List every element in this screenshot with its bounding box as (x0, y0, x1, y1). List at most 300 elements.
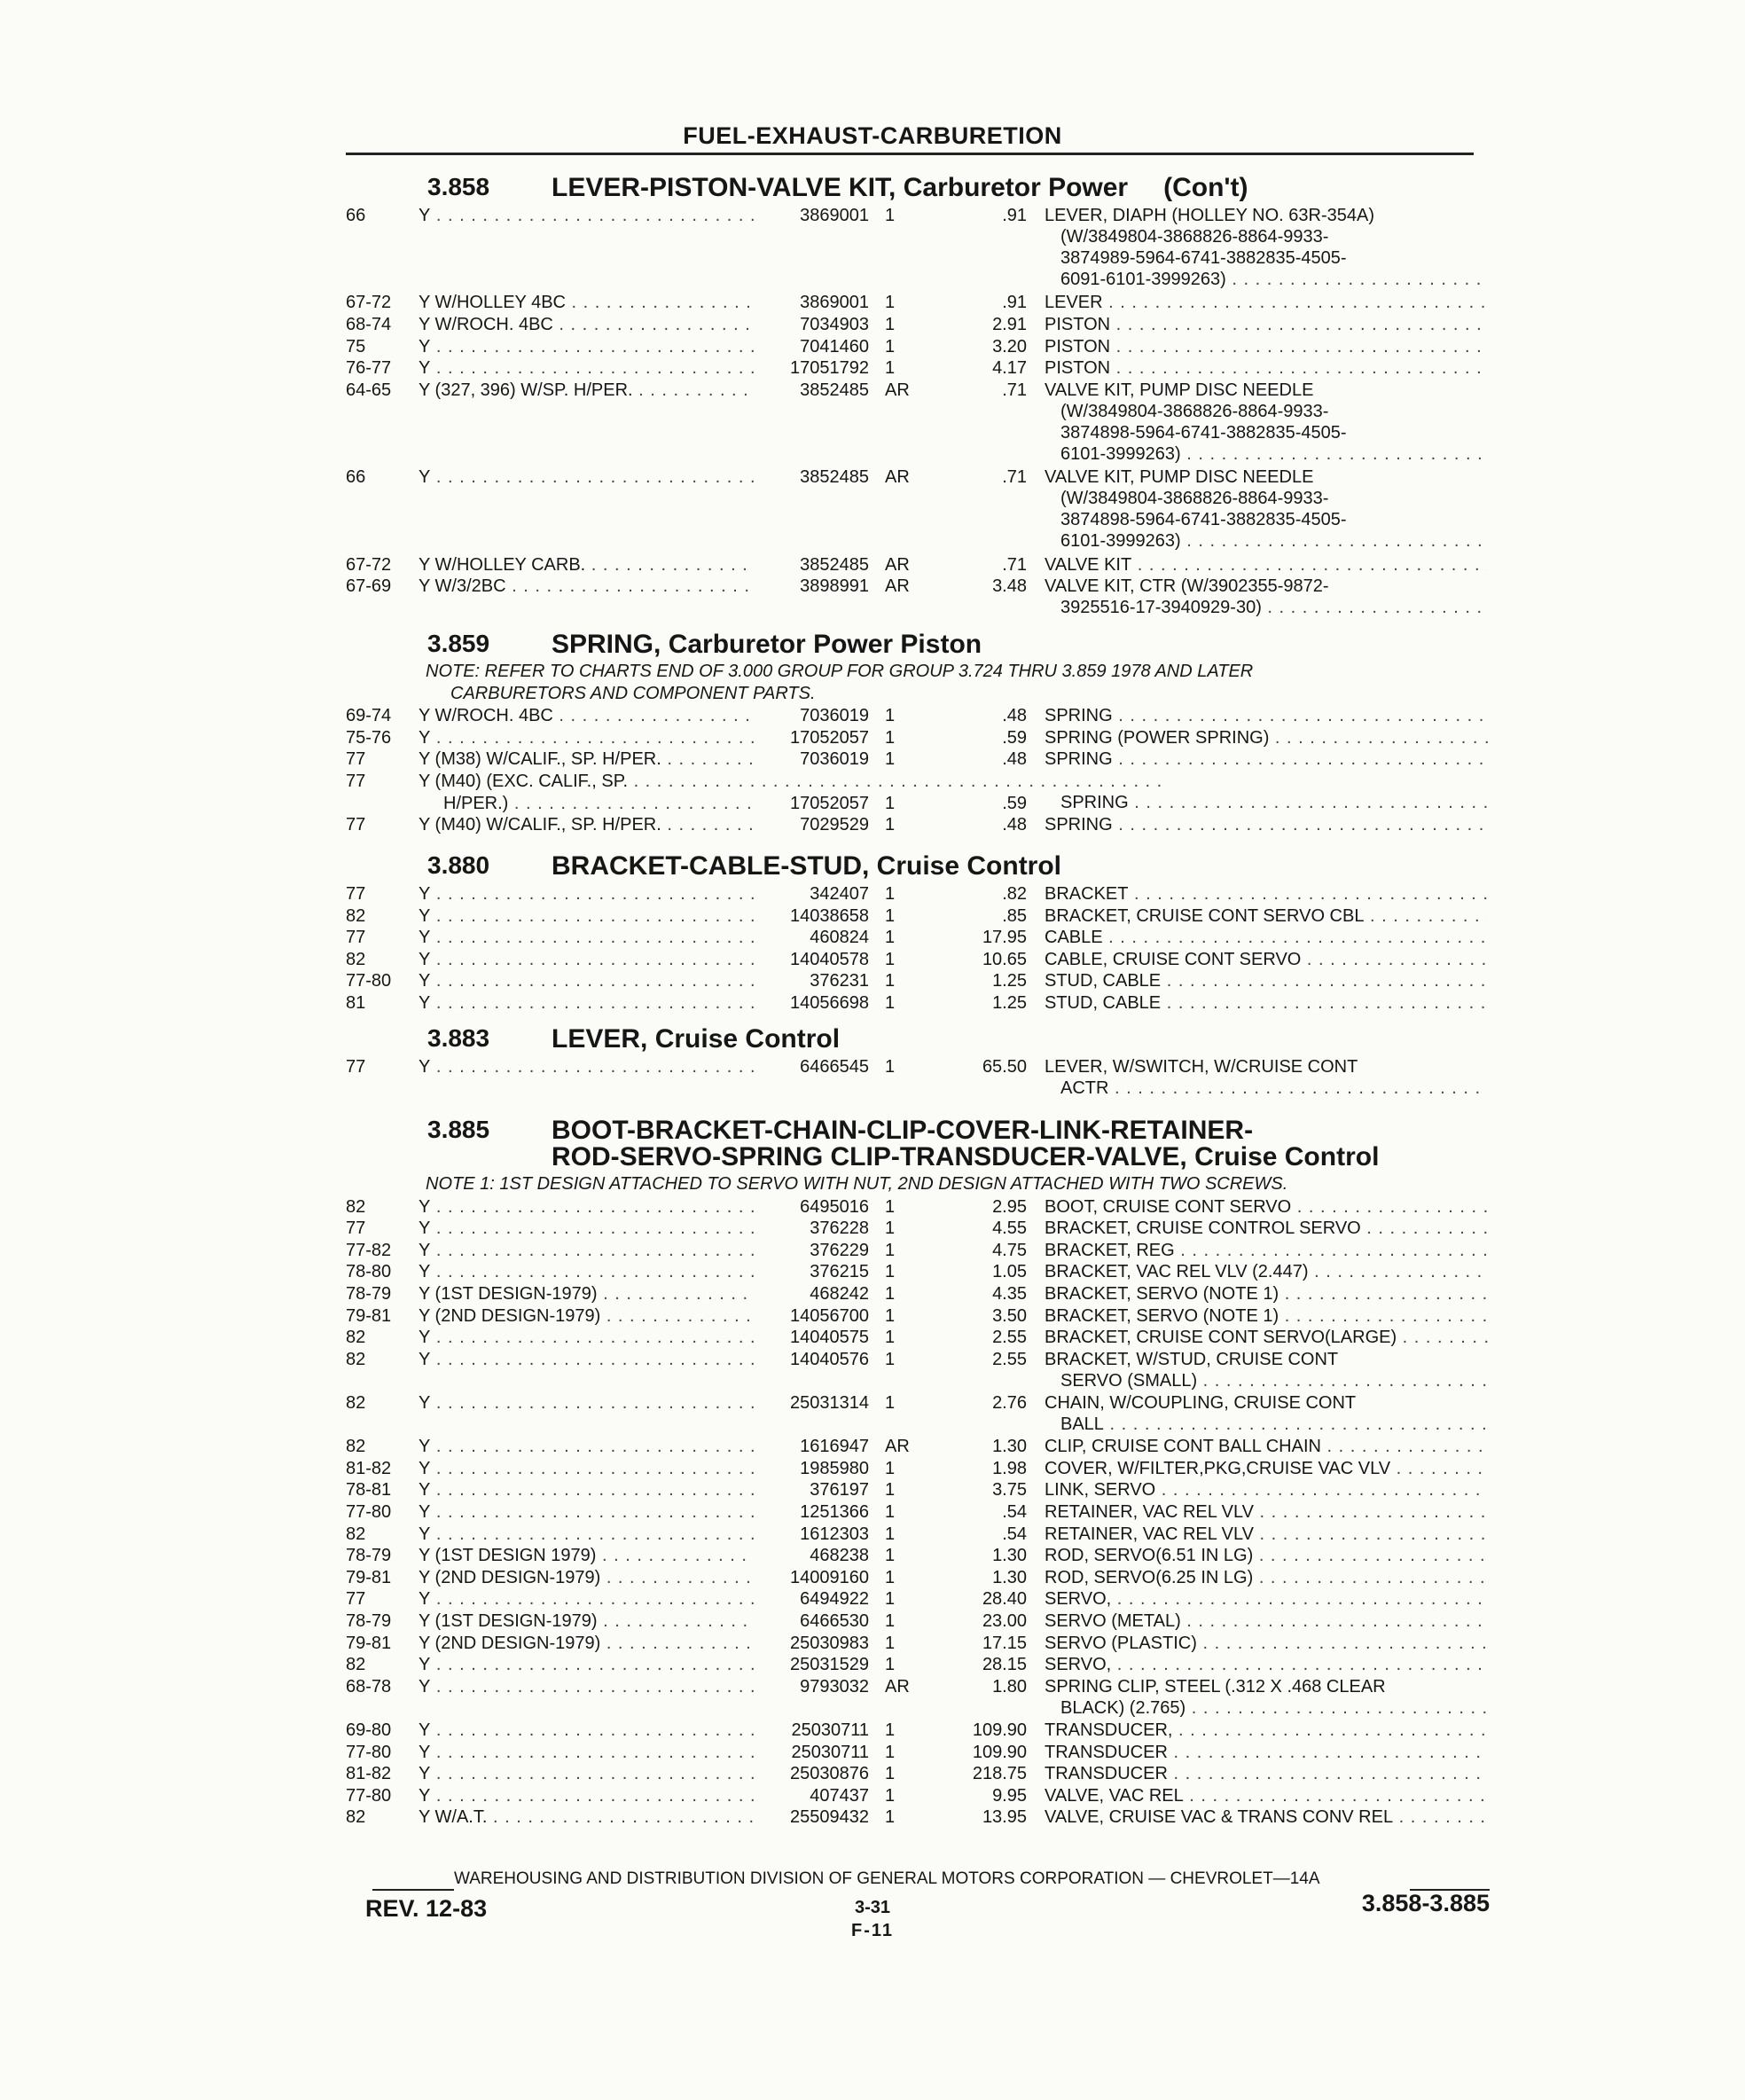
part-description (1045, 727, 1488, 748)
model-year: 77 (346, 772, 366, 791)
list-price: 109.90 (972, 1720, 1027, 1740)
part-description (1045, 1785, 1488, 1806)
part-description (1045, 705, 1488, 726)
applicable-models: Y . . . (419, 1654, 754, 1675)
part-number: 14040576 (790, 1349, 869, 1369)
quantity: 1 (885, 1589, 896, 1610)
description-line: 3874989-5964-6741-3882835-4505- (1060, 248, 1347, 268)
group-note: NOTE 1: 1ST DESIGN ATTACHED TO SERVO WITH NUT, 2ND DESIGN ATTACHED WITH TWO SCREWS. (426, 1174, 1288, 1194)
description-line: SERVO (PLASTIC) . . . (1045, 1633, 1488, 1654)
part-description (1045, 992, 1488, 1014)
model-year: 79-81 (346, 1567, 392, 1587)
description-line: BRACKET, CRUISE CONT SERVO CBL . . . (1045, 905, 1488, 927)
model-year: 67-72 (346, 554, 392, 575)
list-price: 4.17 (992, 358, 1027, 379)
description-line: CABLE, CRUISE CONT SERVO . . . (1045, 949, 1488, 970)
list-price: 4.75 (992, 1240, 1027, 1260)
applicable-models: Y (1ST DESIGN 1979) . . . (419, 1545, 754, 1566)
description-line: 3925516-17-3940929-30) . . . (1045, 597, 1488, 618)
description-line: SPRING CLIP, STEEL (.312 X .468 CLEAR (1045, 1676, 1386, 1696)
applicable-models: Y . . . (419, 883, 754, 905)
quantity: 1 (885, 1785, 896, 1806)
part-description (1045, 576, 1488, 618)
description-line: RETAINER, VAC REL VLV . . . (1045, 1501, 1488, 1523)
group-title (552, 173, 1248, 203)
model-year: 64-65 (346, 380, 392, 400)
model-year: 75-76 (346, 727, 392, 748)
part-description (1045, 336, 1488, 357)
quantity: 1 (885, 905, 896, 926)
description-line: 3874898-5964-6741-3882835-4505- (1060, 422, 1347, 443)
part-number: 14056698 (790, 993, 869, 1013)
applicable-models: Y . . . (419, 905, 754, 927)
part-number: 17052057 (790, 793, 869, 813)
model-year: 66 (346, 467, 366, 488)
description-line: ROD, SERVO(6.51 IN LG) . . . (1045, 1545, 1488, 1566)
part-number: 1612303 (800, 1524, 869, 1544)
applicable-models: Y . . . (419, 1240, 754, 1261)
list-price: .85 (1002, 905, 1027, 926)
list-price: 218.75 (972, 1764, 1027, 1784)
applicable-models: Y . . . (419, 1218, 754, 1239)
list-price: .91 (1002, 206, 1027, 225)
part-description (1045, 1806, 1488, 1828)
part-description (1045, 1196, 1488, 1218)
part-number: 17052057 (790, 727, 869, 748)
applicable-models: Y W/ROCH. 4BC . . . (419, 314, 754, 335)
part-description (1045, 1436, 1488, 1457)
applicable-models: Y W/ROCH. 4BC . . . (419, 705, 754, 726)
model-year: 77 (346, 928, 366, 948)
model-year: 81-82 (346, 1764, 392, 1784)
part-number: 376228 (810, 1218, 869, 1239)
description-line: BRACKET, W/STUD, CRUISE CONT (1045, 1349, 1339, 1369)
group-number: 3.880 (427, 851, 490, 879)
description-line: SERVO, . . . (1045, 1654, 1488, 1675)
page-header-title: FUEL-EXHAUST-CARBURETION (683, 122, 1062, 149)
part-description (1045, 1479, 1488, 1501)
part-number: 342407 (810, 884, 869, 904)
list-price: 23.00 (982, 1611, 1027, 1631)
description-line: BRACKET, SERVO (NOTE 1) . . . (1045, 1305, 1488, 1327)
quantity: 1 (885, 727, 896, 748)
quantity: AR (885, 576, 910, 597)
list-price: 2.91 (992, 315, 1027, 334)
part-number: 25030876 (790, 1764, 869, 1784)
quantity: 1 (885, 358, 896, 379)
group-title-main: BRACKET-CABLE-STUD, (552, 851, 870, 881)
part-number: 6494922 (800, 1589, 869, 1610)
model-year: 79-81 (346, 1305, 392, 1326)
part-description (1045, 1633, 1488, 1654)
group-number: 3.885 (427, 1116, 490, 1143)
model-year: 66 (346, 206, 366, 225)
description-line: BRACKET . . . (1045, 883, 1488, 905)
applicable-models: Y . . . (419, 1261, 754, 1282)
quantity: 1 (885, 1240, 896, 1260)
list-price: 3.50 (992, 1305, 1027, 1326)
description-line: SERVO (SMALL) . . . (1045, 1370, 1488, 1391)
list-price: 4.35 (992, 1284, 1027, 1304)
model-year: 67-69 (346, 576, 392, 597)
applicable-models: Y (M38) W/CALIF., SP. H/PER. . . . (419, 748, 754, 770)
description-line: VALVE KIT . . . (1045, 554, 1488, 576)
list-price: 65.50 (982, 1057, 1027, 1077)
description-line: (W/3849804-3868826-8864-9933- (1060, 227, 1329, 247)
applicable-models: Y . . . (419, 205, 754, 226)
list-price: .48 (1002, 749, 1027, 770)
applicable-models: Y . . . (419, 1196, 754, 1218)
description-line: LINK, SERVO . . . (1045, 1479, 1488, 1501)
part-description (1045, 1261, 1488, 1282)
applicable-models: Y . . . (419, 1327, 754, 1348)
applicable-models: Y . . . (419, 1392, 754, 1414)
applicable-models: Y . . . (419, 1501, 754, 1523)
part-description (1045, 883, 1488, 905)
part-number: 14040575 (790, 1328, 869, 1348)
part-number: 1616947 (800, 1437, 869, 1457)
part-description (1045, 1654, 1488, 1675)
list-price: 13.95 (982, 1807, 1027, 1828)
group-title-main: LEVER, (552, 1024, 648, 1054)
model-year: 81 (346, 993, 366, 1013)
quantity: 1 (885, 1458, 896, 1478)
model-year: 67-72 (346, 293, 392, 313)
group-title-line2-main: ROD-SERVO-SPRING CLIP-TRANSDUCER-VALVE, (552, 1142, 1187, 1171)
group-number: 3.883 (427, 1024, 490, 1052)
quantity: 1 (885, 1720, 896, 1740)
description-line: SPRING . . . (1045, 748, 1488, 770)
part-number: 3869001 (800, 293, 869, 313)
part-number: 7041460 (800, 336, 869, 357)
list-price: 10.65 (982, 949, 1027, 969)
quantity: 1 (885, 1480, 896, 1501)
part-number: 7036019 (800, 706, 869, 726)
part-number: 6466545 (800, 1057, 869, 1077)
part-number: 376215 (810, 1262, 869, 1282)
footer-page-code: F-11 (850, 1921, 895, 1940)
quantity: 1 (885, 1196, 896, 1217)
model-year: 78-79 (346, 1546, 392, 1566)
part-number: 6495016 (800, 1196, 869, 1217)
description-line: SPRING . . . (1045, 814, 1488, 835)
quantity: 1 (885, 949, 896, 969)
quantity: 1 (885, 1349, 896, 1369)
quantity: 1 (885, 793, 896, 813)
part-description (1045, 205, 1488, 290)
model-year: 82 (346, 1807, 366, 1828)
description-line: CABLE . . . (1045, 927, 1488, 948)
part-description (1045, 1458, 1488, 1479)
header-rule (346, 153, 1474, 155)
description-line: VALVE KIT, PUMP DISC NEEDLE (1045, 380, 1314, 400)
list-price: 28.40 (982, 1589, 1027, 1610)
part-description (1045, 1610, 1488, 1632)
description-line: BRACKET, SERVO (NOTE 1) . . . (1045, 1283, 1488, 1305)
part-number: 1985980 (800, 1458, 869, 1478)
list-price: 1.25 (992, 971, 1027, 991)
part-number: 14009160 (790, 1567, 869, 1587)
part-number: 25030983 (790, 1633, 869, 1653)
list-price: .48 (1002, 815, 1027, 835)
group-number: 3.859 (427, 630, 490, 657)
quantity: 1 (885, 1393, 896, 1413)
applicable-models: Y . . . (419, 970, 754, 991)
quantity: 1 (885, 1262, 896, 1282)
description-line: 6091-6101-3999263) . . . (1045, 269, 1488, 290)
applicable-models: Y . . . (419, 1742, 754, 1763)
list-price: 2.55 (992, 1328, 1027, 1348)
list-price: 1.30 (992, 1546, 1027, 1566)
model-year: 78-80 (346, 1262, 392, 1282)
quantity: 1 (885, 1633, 896, 1653)
quantity: AR (885, 1676, 910, 1696)
quantity: 1 (885, 1807, 896, 1828)
description-line: (W/3849804-3868826-8864-9933- (1060, 489, 1329, 509)
group-title-line2 (552, 1142, 1379, 1172)
part-number: 376197 (810, 1480, 869, 1501)
model-year: 68-78 (346, 1676, 392, 1696)
applicable-models: Y . . . (419, 1588, 754, 1610)
applicable-models: Y W/3/2BC . . . (419, 576, 754, 597)
description-line: PISTON . . . (1045, 314, 1488, 335)
quantity: 1 (885, 315, 896, 334)
part-description (1045, 1545, 1488, 1566)
description-line: VALVE KIT, PUMP DISC NEEDLE (1045, 467, 1314, 488)
description-line: SPRING . . . (1045, 792, 1488, 813)
description-line: 6101-3999263) . . . (1045, 530, 1488, 552)
part-description (1045, 1524, 1488, 1545)
part-number: 407437 (810, 1785, 869, 1806)
description-line: VALVE, VAC REL . . . (1045, 1785, 1488, 1806)
list-price: 3.75 (992, 1480, 1027, 1501)
description-line: TRANSDUCER, . . . (1045, 1720, 1488, 1741)
list-price: 17.95 (982, 928, 1027, 948)
list-price: 1.98 (992, 1458, 1027, 1478)
model-year: 82 (346, 1349, 366, 1369)
applicable-models: Y W/A.T. . . . (419, 1806, 754, 1828)
part-description (1045, 380, 1488, 465)
model-year: 77-80 (346, 1502, 392, 1522)
model-year: 82 (346, 949, 366, 969)
description-line: SERVO (METAL) . . . (1045, 1610, 1488, 1632)
model-year: 82 (346, 1393, 366, 1413)
quantity: 1 (885, 971, 896, 991)
part-description (1045, 357, 1488, 379)
quantity: AR (885, 554, 910, 575)
part-description (1045, 1720, 1488, 1741)
list-price: 2.55 (992, 1349, 1027, 1369)
part-number: 3852485 (800, 467, 869, 488)
model-year: 77 (346, 1057, 366, 1077)
part-description (1045, 970, 1488, 991)
applicable-models: Y . . . (419, 1676, 754, 1697)
quantity: AR (885, 467, 910, 488)
description-line: (W/3849804-3868826-8864-9933- (1060, 401, 1329, 421)
model-year: 82 (346, 1437, 366, 1457)
group-number: 3.858 (427, 173, 490, 200)
list-price: 1.05 (992, 1262, 1027, 1282)
model-year: 77 (346, 815, 366, 835)
description-line: STUD, CABLE . . . (1045, 992, 1488, 1014)
part-number: 14056700 (790, 1305, 869, 1326)
applicable-models: Y . . . (419, 992, 754, 1014)
part-number: 9793032 (800, 1676, 869, 1696)
applicable-models: Y . . . (419, 927, 754, 948)
part-number: 17051792 (790, 358, 869, 379)
part-description (1045, 1567, 1488, 1588)
list-price: .71 (1002, 380, 1027, 400)
part-number: 7036019 (800, 749, 869, 770)
applicable-models: Y (2ND DESIGN-1979) . . . (419, 1633, 754, 1654)
part-description (1045, 1327, 1488, 1348)
applicable-models: Y . . . (419, 727, 754, 748)
part-number: 3852485 (800, 554, 869, 575)
description-line: SERVO, . . . (1045, 1588, 1488, 1610)
quantity: 1 (885, 1742, 896, 1762)
group-title-subject: Cruise Control (654, 1024, 841, 1054)
model-year: 77-80 (346, 1742, 392, 1762)
description-line: TRANSDUCER . . . (1045, 1763, 1488, 1784)
model-year: 79-81 (346, 1633, 392, 1653)
description-line: LEVER . . . (1045, 292, 1488, 313)
quantity: 1 (885, 336, 896, 357)
footer-page-number: 3-31 (854, 1898, 891, 1917)
applicable-models: Y . . . (419, 1720, 754, 1741)
list-price: 4.55 (992, 1218, 1027, 1239)
part-description (1045, 1240, 1488, 1261)
model-year: 82 (346, 905, 366, 926)
model-year: 78-81 (346, 1480, 392, 1501)
part-number: 25030711 (791, 1720, 869, 1740)
group-title-subject: Carburetor Power Piston (668, 630, 982, 659)
quantity: 1 (885, 1764, 896, 1784)
model-year: 77-82 (346, 1240, 392, 1260)
part-description (1045, 1283, 1488, 1305)
list-price: 1.30 (992, 1437, 1027, 1457)
description-line: SPRING . . . (1045, 705, 1488, 726)
quantity: 1 (885, 993, 896, 1013)
description-line: ROD, SERVO(6.25 IN LG) . . . (1045, 1567, 1488, 1588)
part-number: 468238 (810, 1546, 869, 1566)
part-number: 14040578 (790, 949, 869, 969)
group-title-main: SPRING, (552, 630, 661, 659)
list-price: .54 (1002, 1524, 1027, 1544)
part-number: 3869001 (800, 206, 869, 225)
model-year: 78-79 (346, 1284, 392, 1304)
quantity: 1 (885, 815, 896, 835)
model-year: 75 (346, 336, 366, 357)
model-year: 77 (346, 884, 366, 904)
description-line: BRACKET, CRUISE CONTROL SERVO . . . (1045, 1218, 1488, 1239)
list-price: .54 (1002, 1502, 1027, 1522)
list-price: 1.25 (992, 993, 1027, 1013)
description-line: RETAINER, VAC REL VLV . . . (1045, 1524, 1488, 1545)
description-line: STUD, CABLE . . . (1045, 970, 1488, 991)
part-number: 376229 (810, 1240, 869, 1260)
applicable-models: Y (327, 396) W/SP. H/PER. . . . (419, 380, 754, 401)
quantity: 1 (885, 1546, 896, 1566)
part-description (1045, 1218, 1488, 1239)
list-price: .82 (1002, 884, 1027, 904)
applicable-models: Y (M40) (EXC. CALIF., SP. . . . (419, 771, 1162, 792)
description-line: BLACK) (2.765) . . . (1045, 1697, 1488, 1719)
part-number: 460824 (810, 928, 869, 948)
description-line: BRACKET, VAC REL VLV (2.447) . . . (1045, 1261, 1488, 1282)
applicable-models: Y . . . (419, 1479, 754, 1501)
part-number: 25509432 (790, 1807, 869, 1828)
quantity: 1 (885, 1524, 896, 1544)
applicable-models: Y W/HOLLEY 4BC . . . (419, 292, 754, 313)
list-price: 17.15 (982, 1633, 1027, 1653)
group-title (552, 630, 982, 660)
group-note: NOTE: REFER TO CHARTS END OF 3.000 GROUP FOR GROUP 3.724 THRU 3.859 1978 AND LATER (426, 662, 1254, 681)
part-number: 25030711 (791, 1742, 869, 1762)
applicable-models: Y (2ND DESIGN-1979) . . . (419, 1567, 754, 1588)
applicable-models: Y . . . (419, 1458, 754, 1479)
footer-group-range: 3.858-3.885 (1361, 1890, 1490, 1916)
applicable-models: Y . . . (419, 1436, 754, 1457)
list-price: .48 (1002, 706, 1027, 726)
part-number: 3852485 (800, 380, 869, 400)
part-number: 7029529 (800, 815, 869, 835)
model-year: 82 (346, 1196, 366, 1217)
part-description (1045, 927, 1488, 948)
list-price: 2.95 (992, 1196, 1027, 1217)
applicable-models: Y . . . (419, 336, 754, 357)
part-description (1045, 314, 1488, 335)
part-number: 3898991 (800, 576, 869, 597)
applicable-models: Y (1ST DESIGN-1979) . . . (419, 1610, 754, 1632)
description-line: 6101-3999263) . . . (1045, 443, 1488, 465)
group-note: CARBURETORS AND COMPONENT PARTS. (450, 683, 816, 703)
quantity: 1 (885, 1057, 896, 1077)
list-price: .71 (1002, 467, 1027, 488)
applicable-models: Y W/HOLLEY CARB. . . . (419, 554, 754, 576)
group-title-main: BOOT-BRACKET-CHAIN-CLIP-COVER-LINK-RETAINER- (552, 1116, 1254, 1145)
part-description (1045, 1305, 1488, 1327)
description-line: LEVER, W/SWITCH, W/CRUISE CONT (1045, 1057, 1358, 1077)
list-price: 3.48 (992, 576, 1027, 597)
part-description (1045, 1588, 1488, 1610)
part-number: 7034903 (800, 315, 869, 334)
applicable-models: Y . . . (419, 1785, 754, 1806)
applicable-models: Y (1ST DESIGN-1979) . . . (419, 1283, 754, 1305)
quantity: 1 (885, 1567, 896, 1587)
quantity: 1 (885, 884, 896, 904)
part-description (1045, 1742, 1488, 1763)
model-year: 69-74 (346, 706, 392, 726)
part-description (1045, 1501, 1488, 1523)
part-description (1045, 292, 1488, 313)
part-description (1045, 1676, 1488, 1719)
description-line: TRANSDUCER . . . (1045, 1742, 1488, 1763)
model-year: 81-82 (346, 1458, 392, 1478)
list-price: 3.20 (992, 336, 1027, 357)
applicable-models: Y . . . (419, 1056, 754, 1077)
description-line: BRACKET, REG . . . (1045, 1240, 1488, 1261)
applicable-models: Y . . . (419, 357, 754, 379)
part-number: 25031314 (790, 1393, 869, 1413)
list-price: 9.95 (992, 1785, 1027, 1806)
group-title-line2-subject: Cruise Control (1194, 1142, 1380, 1171)
model-year: 77 (346, 1589, 366, 1610)
list-price: .59 (1002, 793, 1027, 813)
model-year: 68-74 (346, 315, 392, 334)
description-line: LEVER, DIAPH (HOLLEY NO. 63R-354A) (1045, 206, 1374, 225)
quantity: 1 (885, 1305, 896, 1326)
description-line: SPRING (POWER SPRING) . . . (1045, 727, 1488, 748)
